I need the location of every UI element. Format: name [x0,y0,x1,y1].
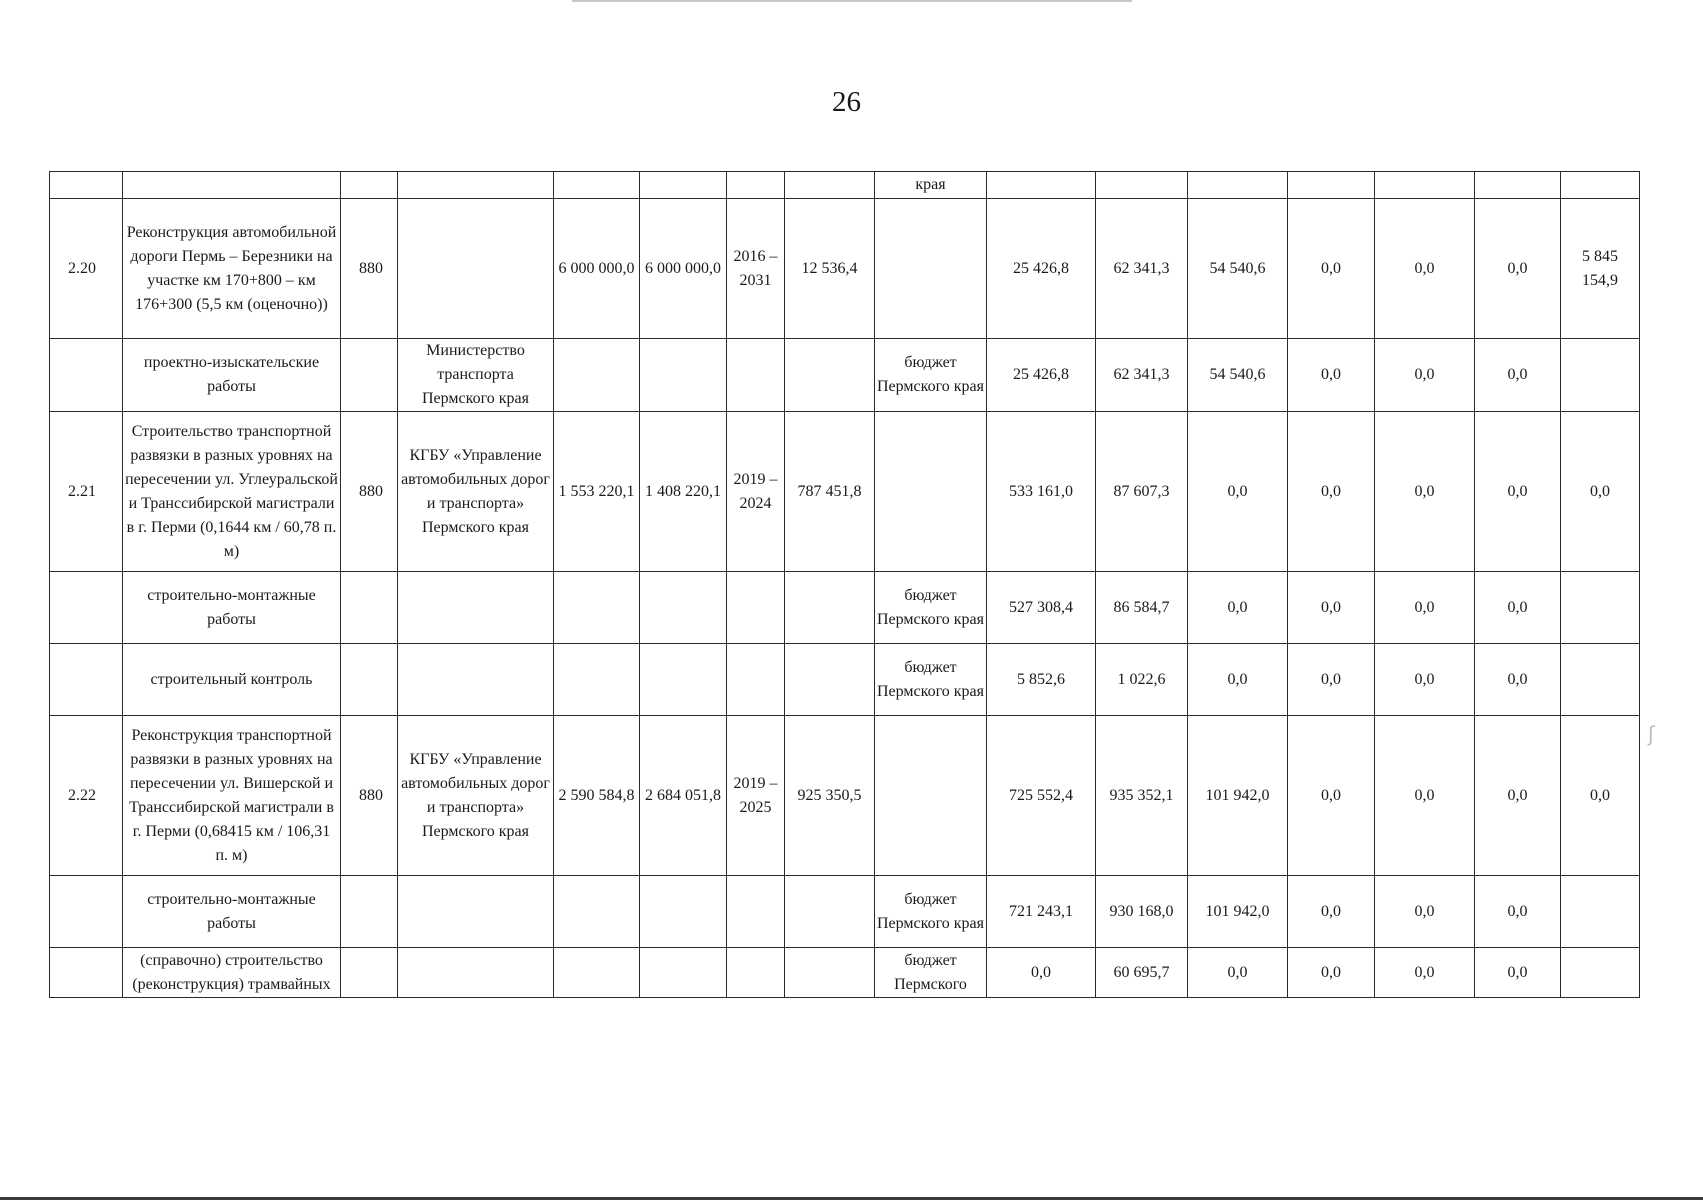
table-cell [398,172,554,199]
table-cell [50,948,123,998]
table-cell: 0,0 [1475,876,1561,948]
table-cell: 925 350,5 [785,716,875,876]
table-cell: 0,0 [1475,199,1561,339]
table-cell [785,572,875,644]
table-cell [341,339,398,412]
table-cell: 2019 – 2025 [727,716,785,876]
table-cell: 0,0 [1475,412,1561,572]
table-cell [785,339,875,412]
table-cell: 0,0 [1375,199,1475,339]
table-cell [398,199,554,339]
table-cell [1561,339,1640,412]
table-cell: 2.20 [50,199,123,339]
table-cell: бюджет Пермского края [875,644,987,716]
table-cell: 527 308,4 [987,572,1096,644]
table-cell [123,172,341,199]
table-cell: 0,0 [1288,644,1375,716]
table-cell [398,876,554,948]
table-cell: 25 426,8 [987,199,1096,339]
table-cell: 62 341,3 [1096,199,1188,339]
table-row [50,412,1640,572]
table-cell: 86 584,7 [1096,572,1188,644]
scan-artifact: ʃ [1648,722,1655,746]
table-cell: бюджет Пермского края [875,572,987,644]
table-cell: 5 845 154,9 [1561,199,1640,339]
table-cell: 0,0 [1475,644,1561,716]
table-cell [1561,948,1640,998]
table-cell: строительный контроль [123,644,341,716]
table-cell [727,876,785,948]
table-cell: 0,0 [1475,716,1561,876]
table-cell: Реконструкция автомобильной дороги Пермь – Березники на участке км 170+800 – км 176+300 (5,5 км (оценочно)) [123,199,341,339]
table-cell: 0,0 [1288,412,1375,572]
table-cell: 101 942,0 [1188,876,1288,948]
table-row [50,716,1640,876]
table-cell [398,572,554,644]
table-cell: 0,0 [1475,339,1561,412]
table-cell [727,644,785,716]
table-cell: 0,0 [1288,339,1375,412]
table-cell: 2016 – 2031 [727,199,785,339]
table-cell [640,172,727,199]
table-cell: 0,0 [1288,572,1375,644]
table-cell: КГБУ «Управление автомобильных дорог и транспорта» Пермского края [398,716,554,876]
table-cell: 880 [341,412,398,572]
table-cell: 2.21 [50,412,123,572]
table-cell: 533 161,0 [987,412,1096,572]
table-cell: строительно-монтажные работы [123,572,341,644]
table-cell: 0,0 [1288,948,1375,998]
table-row [50,644,1640,716]
table-cell [398,644,554,716]
table-cell: 0,0 [1561,412,1640,572]
table-body [50,172,1640,998]
table-cell: 1 408 220,1 [640,412,727,572]
table-cell [875,412,987,572]
table-cell [554,948,640,998]
table-cell [987,172,1096,199]
table-cell: 935 352,1 [1096,716,1188,876]
table-row [50,199,1640,339]
table-cell: Строительство транспортной развязки в разных уровнях на пересечении ул. Углеуральской и Транссибирской магистрали в г. Перми (0,1644 км / 60,78 п. м) [123,412,341,572]
table-cell [640,339,727,412]
table-cell [640,948,727,998]
table-cell [398,948,554,998]
table-cell [785,644,875,716]
table-cell: бюджет Пермского края [875,339,987,412]
table-cell: 0,0 [1288,199,1375,339]
table-cell: края [875,172,987,199]
table-cell [875,199,987,339]
table-cell [554,644,640,716]
table-cell: 880 [341,199,398,339]
table-cell: 2 684 051,8 [640,716,727,876]
table-cell: 725 552,4 [987,716,1096,876]
table-cell [785,876,875,948]
table-cell [1561,644,1640,716]
top-scan-rule [572,0,1132,2]
table-cell [1375,172,1475,199]
table-cell: бюджет Пермского края [875,876,987,948]
table-cell [341,948,398,998]
table-cell [1188,172,1288,199]
table-cell [50,572,123,644]
table-cell: 0,0 [987,948,1096,998]
table-cell: 0,0 [1288,716,1375,876]
table-cell [640,644,727,716]
table-cell: 0,0 [1288,876,1375,948]
table-cell: 2.22 [50,716,123,876]
table-cell: 0,0 [1188,644,1288,716]
table-cell: 0,0 [1375,572,1475,644]
table-cell: 0,0 [1375,644,1475,716]
table-cell: 2 590 584,8 [554,716,640,876]
table-cell: 60 695,7 [1096,948,1188,998]
table-cell: 5 852,6 [987,644,1096,716]
table-cell: 54 540,6 [1188,339,1288,412]
table-cell: проектно-изыскательские работы [123,339,341,412]
budget-table [49,171,1640,998]
table-cell [50,172,123,199]
table-cell [727,172,785,199]
table-cell [341,572,398,644]
table-cell [50,876,123,948]
table-cell: 787 451,8 [785,412,875,572]
table-cell [1096,172,1188,199]
table-cell [1475,172,1561,199]
table-cell: Реконструкция транспортной развязки в разных уровнях на пересечении ул. Вишерской и Транссибирской магистрали в г. Перми (0,68415 км / 106,31 п. м) [123,716,341,876]
table-cell: 930 168,0 [1096,876,1188,948]
table-cell [341,172,398,199]
table-cell [554,572,640,644]
table-cell: 0,0 [1188,412,1288,572]
table-cell: 1 022,6 [1096,644,1188,716]
table-row [50,339,1640,412]
table-cell: 0,0 [1188,572,1288,644]
table-cell [1288,172,1375,199]
table-cell: (справочно) строительство (реконструкция) трамвайных [123,948,341,998]
table-cell [1561,572,1640,644]
table-cell: 0,0 [1375,876,1475,948]
table-cell: 0,0 [1375,412,1475,572]
table-cell: 0,0 [1475,572,1561,644]
table-cell [341,876,398,948]
table-cell: бюджет Пермского [875,948,987,998]
table-cell [554,172,640,199]
table-cell [727,948,785,998]
table-cell [1561,876,1640,948]
table-cell: строительно-монтажные работы [123,876,341,948]
table-cell: Министерство транспорта Пермского края [398,339,554,412]
table-row [50,172,1640,199]
table-cell [50,339,123,412]
table-cell [640,876,727,948]
table-cell: 6 000 000,0 [554,199,640,339]
table-cell: КГБУ «Управление автомобильных дорог и транспорта» Пермского края [398,412,554,572]
table-cell: 0,0 [1375,339,1475,412]
page-number: 26 [832,86,861,118]
table-row [50,572,1640,644]
table-cell: 721 243,1 [987,876,1096,948]
table-cell: 1 553 220,1 [554,412,640,572]
table-cell: 0,0 [1561,716,1640,876]
table-cell [554,876,640,948]
table-cell [785,948,875,998]
table-row [50,876,1640,948]
table-cell [727,339,785,412]
table-cell [554,339,640,412]
table-cell: 2019 – 2024 [727,412,785,572]
table-cell [640,572,727,644]
table-cell: 0,0 [1375,716,1475,876]
table-row [50,948,1640,998]
table-cell: 880 [341,716,398,876]
table-cell: 25 426,8 [987,339,1096,412]
table-cell: 6 000 000,0 [640,199,727,339]
table-cell: 87 607,3 [1096,412,1188,572]
table-cell: 12 536,4 [785,199,875,339]
table-cell: 62 341,3 [1096,339,1188,412]
table-cell: 0,0 [1375,948,1475,998]
table-cell [875,716,987,876]
table-cell [341,644,398,716]
table-cell: 54 540,6 [1188,199,1288,339]
table-cell [727,572,785,644]
table-cell: 0,0 [1188,948,1288,998]
table-cell [1561,172,1640,199]
table-cell: 101 942,0 [1188,716,1288,876]
table-cell: 0,0 [1475,948,1561,998]
table-cell [785,172,875,199]
table-cell [50,644,123,716]
